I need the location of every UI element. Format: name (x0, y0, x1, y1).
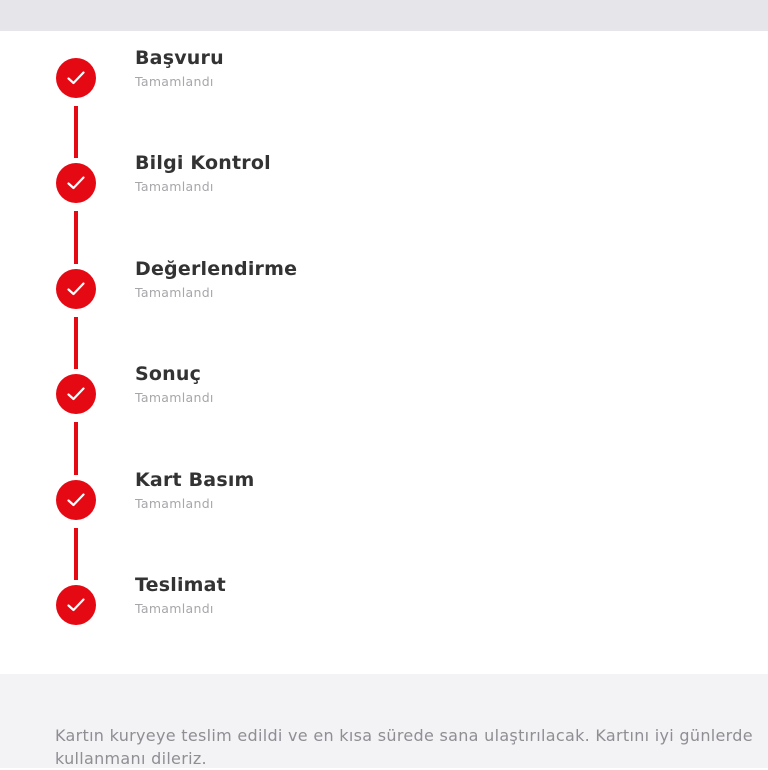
step-complete-badge (56, 58, 96, 98)
timeline-step-teslimat (0, 574, 768, 635)
step-title: Değerlendirme (135, 258, 298, 280)
step-title: Bilgi Kontrol (135, 152, 271, 174)
step-complete-badge (56, 163, 96, 203)
check-icon (67, 598, 85, 612)
step-status: Tamamlandı (135, 601, 214, 616)
check-icon (67, 176, 85, 190)
step-complete-badge (56, 480, 96, 520)
timeline-step-sonuc (0, 363, 768, 424)
top-band (0, 0, 768, 31)
check-icon (67, 282, 85, 296)
step-title: Kart Basım (135, 469, 255, 491)
timeline-connector (74, 211, 78, 264)
step-complete-badge (56, 585, 96, 625)
step-status: Tamamlandı (135, 390, 214, 405)
delivery-message: Kartın kuryeye teslim edildi ve en kısa sürede sana ulaştırılacak. Kartını iyi günlerde kullanmanı dileriz. (55, 726, 753, 768)
timeline-connector (74, 422, 78, 475)
timeline-step-degerlendirme (0, 258, 768, 319)
step-complete-badge (56, 269, 96, 309)
info-footer (0, 674, 768, 768)
timeline-connector (74, 106, 78, 158)
check-icon (67, 493, 85, 507)
step-status: Tamamlandı (135, 179, 214, 194)
check-icon (67, 71, 85, 85)
check-icon (67, 387, 85, 401)
timeline-step-bilgi-kontrol (0, 152, 768, 213)
progress-timeline (0, 31, 768, 674)
timeline-connector (74, 528, 78, 580)
step-complete-badge (56, 374, 96, 414)
step-title: Sonuç (135, 363, 202, 385)
step-status: Tamamlandı (135, 496, 214, 511)
step-status: Tamamlandı (135, 285, 214, 300)
step-status: Tamamlandı (135, 74, 214, 89)
step-title: Teslimat (135, 574, 226, 596)
step-title: Başvuru (135, 47, 224, 69)
timeline-step-kart-basim (0, 469, 768, 530)
timeline-step-basvuru (0, 47, 768, 108)
timeline-connector (74, 317, 78, 369)
